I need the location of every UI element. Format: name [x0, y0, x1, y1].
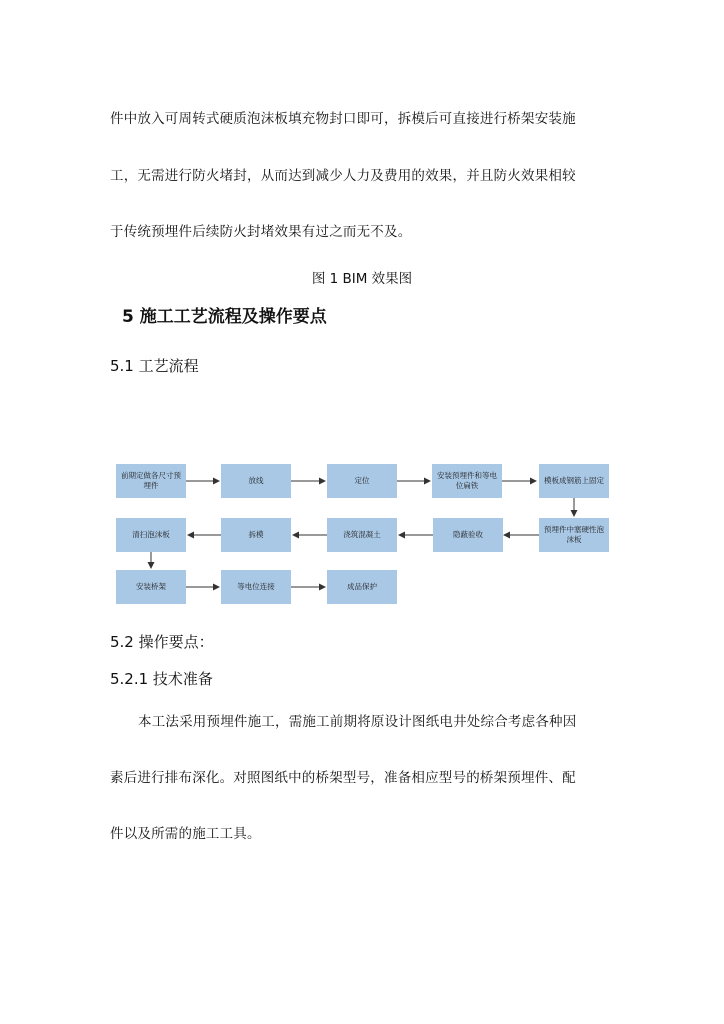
paragraph-2-line-1: 本工法采用预埋件施工，需施工前期将原设计图纸电井处综合考虑各种因 — [138, 714, 577, 730]
flow-step-9: 拆模 — [221, 518, 291, 552]
paragraph-1-line-2: 工，无需进行防火堵封，从而达到减少人力及费用的效果，并且防火效果相较 — [110, 168, 576, 184]
section-5-title: 5 施工工艺流程及操作要点 — [122, 307, 327, 327]
section-5-2-title: 5.2 操作要点： — [110, 633, 214, 651]
flow-step-3: 定位 — [327, 464, 397, 498]
flow-step-11: 安装桥架 — [116, 570, 186, 604]
flow-step-8: 浇筑混凝土 — [327, 518, 397, 552]
flow-step-5: 模板成钢筋上固定 — [539, 464, 609, 498]
flow-step-10: 清扫泡沫板 — [116, 518, 186, 552]
flow-step-7: 隐蔽验收 — [433, 518, 503, 552]
paragraph-1-line-3: 于传统预埋件后续防火封堵效果有过之而无不及。 — [110, 224, 412, 240]
flow-step-13: 成品保护 — [327, 570, 397, 604]
section-5-1-title: 5.1 工艺流程 — [110, 357, 199, 375]
paragraph-2-line-3: 件以及所需的施工工具。 — [110, 826, 261, 842]
paragraph-1-line-1: 件中放入可周转式硬质泡沫板填充物封口即可，拆模后可直接进行桥架安装施 — [110, 111, 576, 127]
flow-step-1: 前期定做各尺寸预埋件 — [116, 464, 186, 498]
flow-step-4: 安装预埋件和等电位扁铁 — [432, 464, 502, 498]
paragraph-2-line-2: 素后进行排布深化。对照图纸中的桥架型号，准备相应型号的桥架预埋件、配 — [110, 770, 576, 786]
section-5-2-1-title: 5.2.1 技术准备 — [110, 670, 213, 688]
flow-step-12: 等电位连接 — [221, 570, 291, 604]
figure-caption: 图 1 BIM 效果图 — [311, 271, 413, 287]
flow-step-6: 预埋件中塞硬性泡沫板 — [539, 518, 609, 552]
flow-step-2: 放线 — [221, 464, 291, 498]
